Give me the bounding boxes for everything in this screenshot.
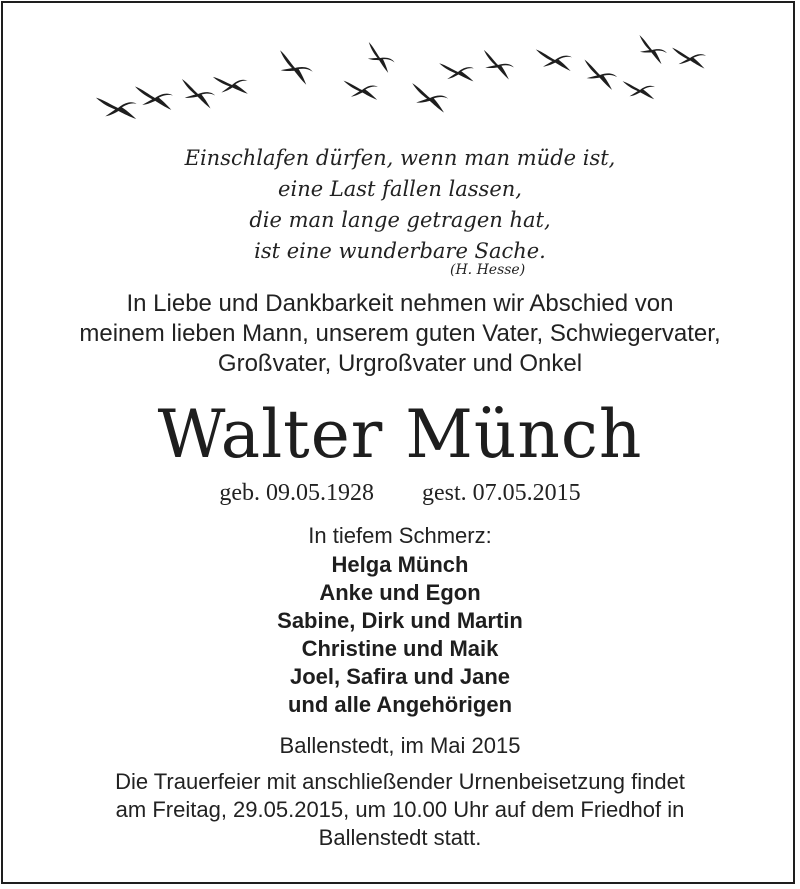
funeral-line: am Freitag, 29.05.2015, um 10.00 Uhr auf dem Friedhof in — [115, 797, 685, 822]
deceased-name: Walter Münch — [157, 396, 643, 473]
mourner-name: Helga Münch — [331, 552, 469, 577]
quote-author: (H. Hesse) — [450, 262, 526, 278]
quote-line: die man lange getragen hat, — [249, 208, 551, 232]
bird-silhouette — [96, 91, 139, 125]
farewell-line: Großvater, Urgroßvater und Onkel — [217, 350, 583, 377]
quote-line: Einschlafen dürfen, wenn man müde ist, — [184, 146, 616, 170]
bird-silhouette — [135, 83, 174, 113]
quote-line: ist eine wunderbare Sache. — [254, 239, 546, 263]
funeral-notice — [0, 768, 800, 852]
hesse-quote — [0, 143, 800, 267]
bird-silhouette — [580, 59, 619, 90]
bird-silhouette — [536, 46, 574, 75]
farewell-text — [0, 289, 800, 379]
bird-silhouette — [623, 77, 657, 104]
bird-silhouette — [344, 76, 380, 104]
mourner-name: Anke und Egon — [319, 580, 481, 605]
death-date: gest. 07.05.2015 — [421, 480, 581, 506]
quote-line: eine Last fallen lassen, — [278, 177, 522, 201]
life-dates — [0, 478, 800, 508]
birth-date: geb. 09.05.1928 — [219, 480, 374, 506]
mourner-name: Joel, Safira und Jane — [289, 664, 511, 689]
mourning-label: In tiefem Schmerz: — [308, 523, 492, 548]
bird-silhouette — [361, 42, 398, 74]
mourner-name: Sabine, Dirk und Martin — [277, 608, 523, 633]
farewell-line: In Liebe und Dankbarkeit nehmen wir Abschied von — [126, 290, 674, 317]
bird-silhouette — [178, 79, 216, 109]
bird-silhouette — [672, 45, 707, 72]
bird-silhouette — [213, 70, 250, 100]
bird-silhouette — [410, 83, 449, 113]
bird-silhouette — [273, 50, 316, 85]
flock-of-birds-icon — [80, 30, 720, 140]
funeral-line: Die Trauerfeier mit anschließender Urnenbeisetzung findet — [115, 769, 685, 794]
place-and-date: Ballenstedt, im Mai 2015 — [279, 733, 521, 758]
bird-silhouette — [479, 50, 516, 80]
mourner-name: Christine und Maik — [301, 636, 499, 661]
farewell-line: meinem lieben Mann, unserem guten Vater, Schwiegervater, — [79, 320, 721, 347]
mourner-name: und alle Angehörigen — [287, 692, 513, 717]
funeral-line: Ballenstedt statt. — [318, 825, 482, 850]
bird-silhouette — [439, 57, 476, 86]
mourners-list — [0, 551, 800, 719]
bird-silhouette — [634, 35, 670, 65]
